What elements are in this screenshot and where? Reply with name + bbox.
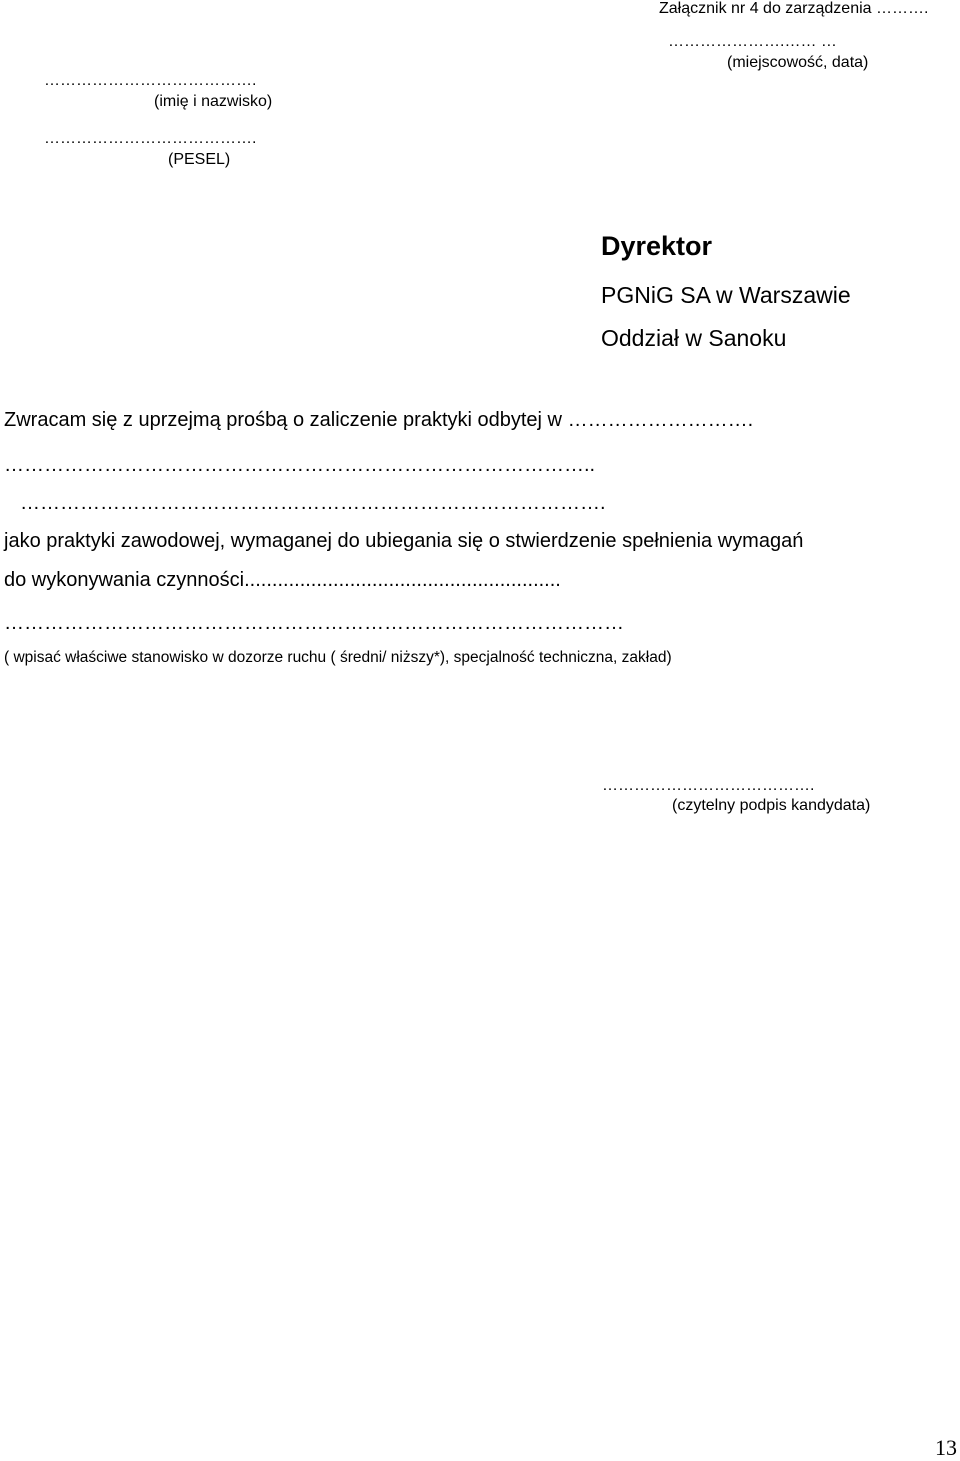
request-line1-dots: ………………………. [567,409,754,431]
attachment-text: Załącznik nr 4 do zarządzenia [659,0,872,17]
place-date-caption: (miejscowość, data) [727,54,869,71]
place-date-dots: ………………….…… … [668,33,837,50]
addressee-title: Dyrektor [601,231,713,261]
attachment-header [659,0,928,18]
addressee-line2: Oddział w Sanoku [601,325,787,351]
name-dots: …………………………………. [44,72,257,89]
request-line6-dots: ………………………………………………………………………………… [4,612,624,634]
request-line2-dots: …………………………………………………………………………….. [4,454,596,476]
signature-caption: (czytelny podpis kandydata) [672,797,871,814]
page-number: 13 [935,1435,957,1460]
addressee-line1: PGNiG SA w Warszawie [601,282,851,308]
pesel-dots: …………………………………. [44,130,257,147]
request-line1 [4,409,753,432]
name-caption: (imię i nazwisko) [154,93,273,110]
request-line5 [4,569,561,592]
instruction-note: ( wpisać właściwe stanowisko w dozorze ruchu ( średni/ niższy*), specjalność techniczna, zakład) [4,649,672,666]
pesel-caption: (PESEL) [168,151,231,168]
request-line1-text: Zwracam się z uprzejmą prośbą o zaliczenie praktyki odbytej w [4,409,562,431]
request-line4: jako praktyki zawodowej, wymaganej do ubiegania się o stwierdzenie spełnienia wymagań [4,530,804,552]
signature-dots: …………………………………. [602,777,815,794]
request-line5-text: do wykonywania czynności [4,569,245,591]
request-line3-dots: ……………………………………………………………………………. [20,492,606,514]
attachment-dots: ………. [876,0,929,17]
request-line5-dots: ......................................................... [244,569,561,591]
